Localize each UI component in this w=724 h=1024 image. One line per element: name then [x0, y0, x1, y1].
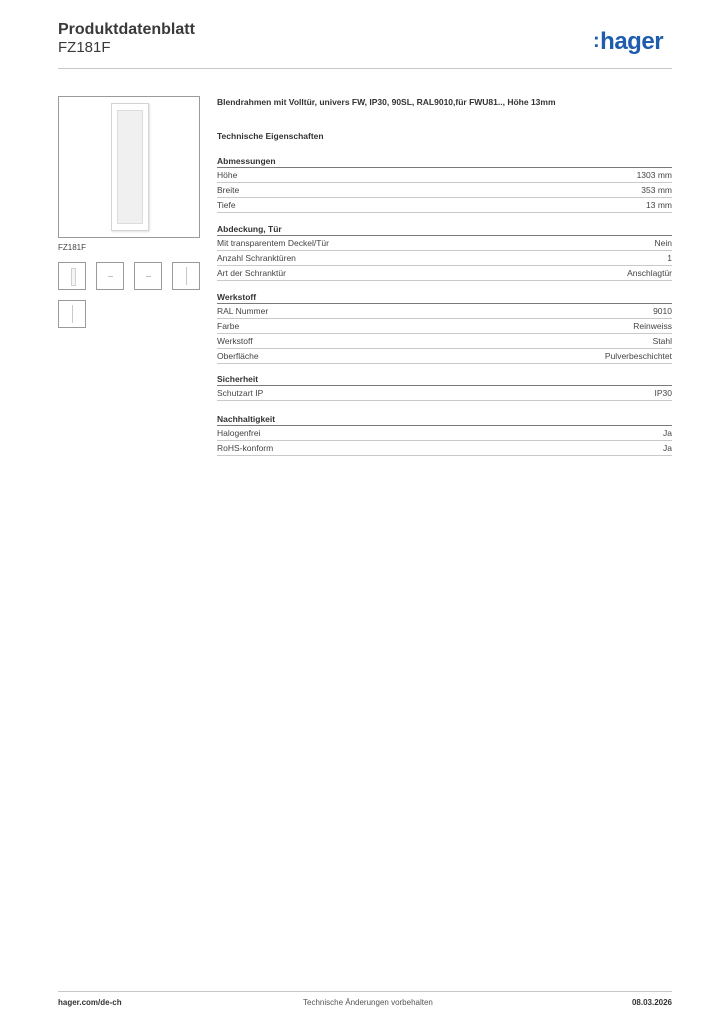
- thumbnail-4[interactable]: [172, 262, 200, 290]
- thumbnail-3[interactable]: [134, 262, 162, 290]
- property-label: RAL Nummer: [217, 306, 269, 316]
- product-description: Blendrahmen mit Volltür, univers FW, IP30, 90SL, RAL9010,für FWU81.., Höhe 13mm: [217, 97, 556, 107]
- property-value: 1303 mm: [636, 170, 672, 180]
- property-row: [217, 236, 672, 251]
- group-nachhaltigkeit: [217, 413, 672, 456]
- property-label: Breite: [217, 185, 240, 195]
- property-row: [217, 266, 672, 281]
- property-row: [217, 304, 672, 319]
- group-title: Nachhaltigkeit: [217, 413, 672, 426]
- property-row: [217, 183, 672, 198]
- group-werkstoff: [217, 291, 672, 364]
- page-title: Produktdatenblatt: [58, 21, 195, 38]
- property-label: RoHS-konform: [217, 443, 274, 453]
- group-title: Abmessungen: [217, 155, 672, 168]
- property-row: [217, 349, 672, 364]
- group-sicherheit: [217, 373, 672, 401]
- property-value: 1: [667, 253, 672, 263]
- property-value: Ja: [663, 443, 672, 453]
- property-value: Nein: [654, 238, 672, 248]
- property-label: Oberfläche: [217, 351, 259, 361]
- property-label: Art der Schranktür: [217, 268, 286, 278]
- property-label: Halogenfrei: [217, 428, 261, 438]
- group-abdeckung-tuer: [217, 223, 672, 281]
- profile-thumbnail-icon: [72, 305, 73, 323]
- side-view-thumbnail-icon: [108, 276, 113, 277]
- property-row: [217, 198, 672, 213]
- property-label: Mit transparentem Deckel/Tür: [217, 238, 329, 248]
- group-title: Sicherheit: [217, 373, 672, 386]
- image-caption: FZ181F: [58, 243, 87, 252]
- group-title: Werkstoff: [217, 291, 672, 304]
- property-label: Tiefe: [217, 200, 236, 210]
- top-view-thumbnail-icon: [146, 276, 151, 277]
- property-label: Farbe: [217, 321, 240, 331]
- property-value: Pulverbeschichtet: [604, 351, 672, 361]
- property-value: Ja: [663, 428, 672, 438]
- property-row: [217, 334, 672, 349]
- property-label: Höhe: [217, 170, 238, 180]
- thumbnail-5[interactable]: [58, 300, 86, 328]
- property-row: [217, 441, 672, 456]
- property-value: Stahl: [652, 336, 672, 346]
- article-number: FZ181F: [58, 39, 111, 56]
- thumbnail-1[interactable]: [58, 262, 86, 290]
- property-value: 13 mm: [646, 200, 672, 210]
- section-title: Technische Eigenschaften: [217, 131, 324, 141]
- footer-website-link[interactable]: hager.com/de-ch: [58, 998, 122, 1007]
- property-value: Anschlagtür: [627, 268, 672, 278]
- door-thumbnail-icon: [71, 268, 76, 286]
- group-abmessungen: [217, 155, 672, 213]
- property-value: IP30: [654, 388, 672, 398]
- property-value: 353 mm: [641, 185, 672, 195]
- footer-notice: Technische Änderungen vorbehalten: [303, 998, 433, 1007]
- property-label: Schutzart IP: [217, 388, 264, 398]
- product-image[interactable]: [58, 96, 200, 238]
- group-title: Abdeckung, Tür: [217, 223, 672, 236]
- hager-logo: [593, 28, 663, 56]
- property-row: [217, 168, 672, 183]
- property-row: [217, 426, 672, 441]
- header-divider: [58, 68, 672, 69]
- property-row: [217, 319, 672, 334]
- edge-view-thumbnail-icon: [186, 267, 187, 285]
- thumbnail-2[interactable]: [96, 262, 124, 290]
- property-value: 9010: [653, 306, 672, 316]
- property-value: Reinweiss: [633, 321, 672, 331]
- property-label: Werkstoff: [217, 336, 253, 346]
- logo-dots: :: [593, 30, 600, 52]
- door-frame-graphic: [111, 103, 149, 231]
- logo-text: hager: [600, 28, 664, 55]
- property-row: [217, 386, 672, 401]
- footer-divider: [58, 991, 672, 992]
- footer-date: 08.03.2026: [631, 998, 672, 1007]
- property-row: [217, 251, 672, 266]
- door-panel-graphic: [117, 110, 143, 224]
- property-label: Anzahl Schranktüren: [217, 253, 296, 263]
